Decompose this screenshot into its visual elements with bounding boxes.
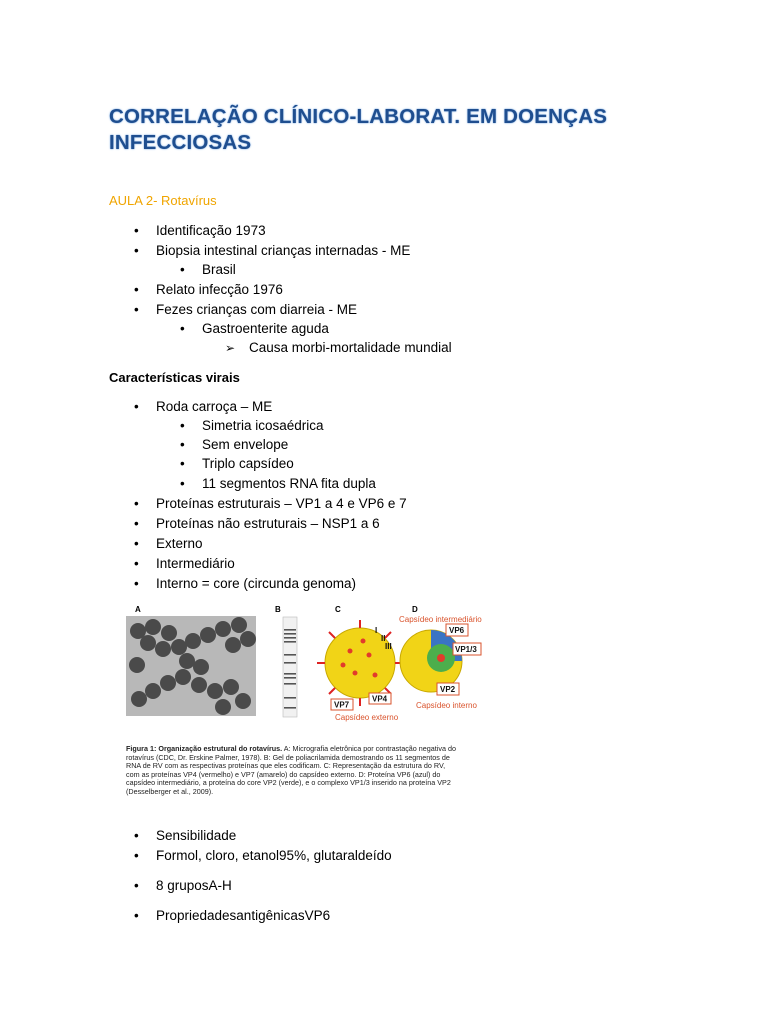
arrow-bullet-icon: ➢ — [225, 341, 236, 355]
list-item: • Intermediário — [134, 556, 235, 571]
label-roman-iii: III — [385, 642, 392, 651]
list-item: • Sensibilidade — [134, 828, 237, 843]
list-item: • Triplo capsídeo — [180, 456, 294, 471]
bullet-icon: • — [134, 556, 139, 571]
capsideo-externo-label: Capsídeo externo — [335, 713, 399, 722]
vp13-label: VP1/3 — [455, 645, 477, 654]
list-item: • Fezes crianças com diarreia - ME — [134, 302, 358, 317]
bullet-icon: • — [134, 536, 139, 551]
bullet-icon: • — [180, 456, 185, 471]
vp6-label: VP6 — [449, 626, 465, 635]
title-line-1: CORRELAÇÃO CLÍNICO-LABORAT. EM DOENÇAS — [109, 105, 608, 128]
bullet-icon: • — [134, 828, 139, 843]
bullet-icon: • — [134, 282, 139, 297]
list-item: • Proteínas não estruturais – NSP1 a 6 — [134, 516, 380, 531]
list-item: • Formol, cloro, etanol95%, glutaraldeído — [134, 848, 392, 863]
bullet-icon: • — [134, 908, 139, 923]
vp2-label: VP2 — [440, 685, 456, 694]
list-item: • 8 gruposA-H — [134, 878, 232, 893]
section-heading: Características virais — [109, 370, 240, 385]
bullet-icon: • — [134, 223, 139, 238]
bullet-icon: • — [134, 399, 139, 414]
vp13-complex — [437, 654, 445, 662]
bullet-icon: • — [134, 878, 139, 893]
list-item: • Sem envelope — [180, 437, 289, 452]
bullet-icon: • — [134, 516, 139, 531]
list-item: • Identificação 1973 — [134, 223, 266, 238]
list-item: • Simetria icosaédrica — [180, 418, 324, 433]
bullet-icon: • — [134, 302, 139, 317]
list-item: • 11 segmentos RNA fita dupla — [180, 476, 376, 491]
bullet-icon: • — [180, 437, 185, 452]
panel-c-label: C — [335, 605, 341, 614]
bullet-icon: • — [134, 243, 139, 258]
vp4-label: VP4 — [372, 694, 388, 704]
panel-d-label: D — [412, 605, 418, 614]
bullet-icon: • — [134, 576, 139, 591]
list-item: • Biopsia intestinal crianças internadas - ME — [134, 243, 411, 258]
panel-b-label: B — [275, 605, 281, 614]
list-item: • Roda carroça – ME — [134, 399, 273, 414]
list-item: • Proteínas estruturais – VP1 a 4 e VP6 e 7 — [134, 496, 407, 511]
label-roman-i: I — [375, 626, 378, 635]
page-title — [109, 104, 669, 156]
lesson-subheading: AULA 2- Rotavírus — [109, 193, 217, 208]
figure-caption: Figura 1: Organização estrutural do rotavírus. A: Micrografia eletrônica por contrastação negativa do rotavírus (CDC, Dr. Erskine Palmer, 1978). B: Gel de poliacrilamida demostrando os 11 segmentos de RNA de RV com as respectivas proteínas que eles codificam. C: Representação da estrutura do RV, com as proteínas VP4 (vermelho) e VP7 (amarelo) do capsídeo externo. D: Proteína VP6 (azul) do capsídeo intermediário, a proteína do core VP2 (verde), e o complexo VP1/3 inserido na proteína VP2 (Desselberger et al., 2009). — [126, 744, 456, 796]
list-item: ➢ Causa morbi-mortalidade mundial — [225, 340, 452, 355]
capsideo-intermediario-label: Capsídeo intermediário — [399, 615, 482, 624]
list-item: • Relato infecção 1976 — [134, 282, 283, 297]
capsideo-interno-label: Capsídeo interno — [416, 701, 477, 710]
vp7-label: VP7 — [334, 700, 350, 710]
bullet-icon: • — [134, 496, 139, 511]
bullet-icon: • — [180, 418, 185, 433]
label-roman-ii: II — [381, 634, 386, 643]
gel-lane — [283, 617, 297, 717]
title-line-2: INFECCIOSAS — [109, 131, 252, 154]
list-item: • Externo — [134, 536, 203, 551]
rotavirus-figure — [123, 603, 495, 816]
list-item: • PropriedadesantigênicasVP6 — [134, 908, 331, 923]
list-item: • Gastroenterite aguda — [180, 321, 329, 336]
bullet-icon: • — [180, 476, 185, 491]
panel-a-label: A — [135, 605, 141, 614]
bullet-icon: • — [180, 262, 185, 277]
bullet-icon: • — [134, 848, 139, 863]
list-item: • Brasil — [180, 262, 236, 277]
list-item: • Interno = core (circunda genoma) — [134, 576, 356, 591]
bullet-icon: • — [180, 321, 185, 336]
